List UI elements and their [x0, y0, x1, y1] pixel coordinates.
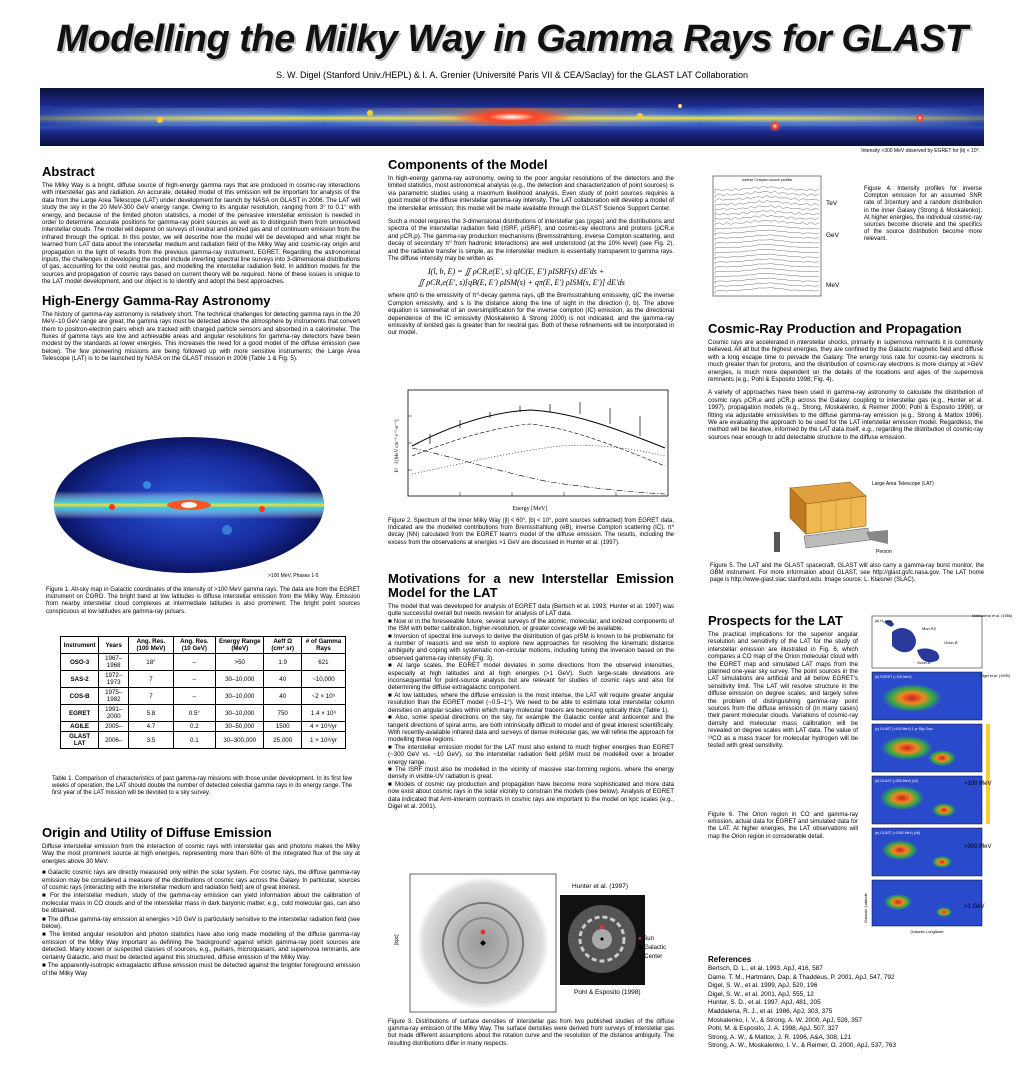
fig5-label-person: Person	[876, 549, 892, 555]
origin-bullet: ■ The diffuse gamma-ray emission at energies >10 GeV is particularly sensitive to the interstellar radiation field (see below).	[42, 915, 360, 931]
ic-profile-line	[715, 288, 819, 294]
table-cell: SAS-2	[61, 671, 99, 688]
table-header: Aeff Ω (cm² sr)	[264, 637, 301, 654]
motivations-heading: Motivations for a new Interstellar Emission Model for the LAT	[388, 571, 674, 600]
crp-heading: Cosmic-Ray Production and Propagation	[708, 321, 962, 336]
table-cell: ~2 × 10⁵	[301, 688, 345, 705]
table-cell: GLAST LAT	[61, 732, 99, 749]
components-section	[388, 158, 674, 343]
ic-profile-line	[715, 206, 819, 213]
reference-item: Pohl, M. & Esposito, J. A. 1998, ApJ, 507, 327	[708, 1025, 839, 1033]
origin-intro: Diffuse interstellar emission from the interaction of cosmic rays with interstellar gas and photons makes the Milky Way the most prominent source at high energies, representing more than 60% of the integrated flux of the sky at energies above 30 MeV.	[42, 843, 360, 865]
ic-profile-line	[715, 186, 819, 193]
fig6-ref2: Digel et al. (1999)	[980, 674, 1010, 678]
ic-profile-line	[715, 195, 819, 202]
banner-caption: Intensity >300 MeV observed by EGRET for |b| < 10°.	[861, 148, 980, 154]
fig6-label-orionb: Orion B	[944, 640, 958, 645]
origin-section	[42, 826, 360, 978]
sun-icon: ●	[638, 936, 642, 942]
bullet-icon: ■	[388, 632, 394, 640]
table1-caption: Table 1. Comparison of characteristics of past gamma-ray missions with those under development. In its first few weeks of operation, the LAT should double the number of detected celestial gamma rays in its energy range. The first year of the LAT mission will be devoted to a sky survey.	[52, 776, 352, 797]
table-header-row	[61, 637, 346, 654]
components-p2: Such a model requires the 3-dimensional distributions of interstellar gas (ρgas) and the distributions and spectra of the interstellar radiation field (ISRF, ρISRF), and cosmic-ray electrons and protons (ρCR,e and ρCR,p). The gamma-ray production mechanisms (Bremsstrahlung, inverse Compton scattering, and decay of secondary π⁰ from hadronic interactions) are well understood (at the 10% level) (see Fig. 2), and the radiative transfer is simple, as the interstellar medium is essentially transparent to gamma rays. The diffuse intensity may be written as	[388, 218, 674, 263]
table-cell: 30–50,000	[216, 722, 264, 732]
fig3a-hunter-map	[390, 870, 560, 1020]
reference-item: Hunter, S. D., et al. 1997, ApJ, 481, 205	[708, 999, 821, 1007]
origin-bullet: ■ Galactic cosmic rays are directly measured only within the solar system. For cosmic rays, the diffuse gamma-ray emission may be considered a measure of the distributions of cosmic rays across the Galaxy. In particular, sources of cosmic rays (interacting with the interstellar medium and radiation field) are of great interest.	[42, 869, 360, 892]
table-cell: 4 × 10⁶/yr	[301, 722, 345, 732]
table-cell: 25,000	[264, 732, 301, 749]
table-row	[61, 688, 346, 705]
crp-p1: Cosmic rays are accelerated in interstellar shocks, primarily in supernova remnants it is commonly believed. All all but the highest energies, they are confined by the Galactic magnetic field and diffuse with a long escape time to pervade the Galaxy. The energy loss rate for cosmic-ray electrons is much greater than for protons, and the distribution of cosmic-ray electrons is more clumpy at >GeV energies, is much more dependent on the details of the locations and ages of the supernova remnants (e.g., Pohl & Esposito 1998; Fig. 4).	[708, 339, 983, 384]
table-header: Years	[99, 637, 129, 654]
legend-sun: ● Sun	[638, 936, 654, 942]
fig4-ic-profiles	[705, 172, 825, 302]
fig2-xlabel: Energy [MeV]	[512, 506, 548, 512]
missions-table	[60, 636, 346, 749]
table-cell: 1975–1982	[99, 688, 129, 705]
motivation-bullet: ■ At low latitudes, where the diffuse emission is the most intense, the LAT will require greater angular resolution than the EGRET model (~0.5–1°). We need to be able to estimate total interstellar column densities on angular scales within which many molecular tracers are becoming optically thick (Table 1).	[388, 691, 674, 714]
crp-p2: A variety of approaches have been used in gamma-ray astronomy to calculate the distribution of cosmic rays ρCR,e and ρCR,p across the Galaxy: coupling to interstellar gas (e.g., Hunter et al. 1997), propagation models (e.g., Strong, Moskalenko, & Reimer 2000; Pohl & Esposito 1998), or fitting via adjustable emissivities to the diffuse gamma-ray emission (e.g., Strong & Mattox 1996). We are evaluating the approach to be used for the LAT interstellar emission model. Regardless, the method will be iterative, informed by the LAT data itself, e.g., regarding the distribution of cosmic-ray sources near enough to add detectable structure to the diffuse emission.	[708, 389, 983, 441]
bullet-icon: ■	[388, 743, 395, 751]
table-cell: –	[173, 671, 215, 688]
fig3-label-hunter: Hunter et al. (1997)	[572, 883, 629, 890]
crp-section	[708, 322, 983, 447]
table-cell: 1500	[264, 722, 301, 732]
motivations-section	[388, 572, 674, 810]
fig6-xlabel: Galactic Longitude	[910, 929, 944, 934]
fig6-panel-b: (b) EGRET (>100 MeV)	[875, 675, 912, 679]
table-cell: 7	[129, 688, 174, 705]
bullet-icon: ■	[388, 765, 396, 773]
fig6-label-300: >300 MeV	[964, 844, 992, 850]
left-column	[42, 165, 360, 369]
galactic-plane-banner	[40, 88, 984, 146]
fig6-orion-panels	[862, 612, 994, 936]
bullet-icon: ■	[42, 915, 48, 923]
prospects-section	[708, 614, 858, 756]
table-cell: 750	[264, 705, 301, 722]
fig2-caption: Figure 2. Spectrum of the inner Milky Way (|l| < 60°, |b| < 10°, point sources subtracted) from EGRET data. Indicated are the modelled contributions from Bremsstrahlung (eB), inverse Compton scattering (IC), π⁰ decay (NN) calculated from the EGRET team's model of the diffuse emission. The results, including the excess from the observations at energies >1 GeV are discussed in Hunter et al. (1997).	[388, 518, 674, 546]
table-cell: 2005–	[99, 722, 129, 732]
bullet-icon: ■	[42, 892, 50, 900]
fig2-ylabel: E² · I [MeV cm⁻² s⁻¹ sr⁻¹]	[395, 419, 400, 473]
motivation-bullet: ■ Also, some special directions on the sky, for example the Galactic center and anticenter and the tangent directions of spiral arms, are both intrinsically difficult to model and of great interest scientifically. With recently-available infrared data and surveys of dense molecular gas, we will refine the approach for modelling these regions.	[388, 714, 674, 744]
motivation-bullet: ■ Models of cosmic ray production and propagation have become more sophisticated and more data now exist about cosmic rays in the solar vicinity to constrain the models (see below). Analysis of EGRET data indicated that Arm-interarm contrasts in cosmic rays are important to the model on kpc scales (e.g., Digel et al. 2001).	[388, 780, 674, 810]
motivation-bullet: ■ Inversion of spectral line surveys to derive the distribution of gas ρISM is known to be problematic for a number of reasons and we wish to explore new approaches for resolving the kinematic distance ambiguity and coping with systematic non-circular motions, including tuning the inversion based on the observed gamma-ray intensity (Fig. 3).	[388, 632, 674, 662]
components-p1: In high-energy gamma-ray astronomy, owing to the poor angular resolutions of the detectors and the limited statistics, most astronomical analysis (e.g., the detection and characterization of point sources) is via parametric studies using a maximum likelihood analysis. Even study of point sources requires a good model of the diffuse interstellar gamma-ray intensity. The LAT collaboration will develop a model of the interstellar emission; this model will be made available through the GLAST Science Support Center.	[388, 175, 674, 212]
table-cell: 30–300,000	[216, 732, 264, 749]
origin-bullet: ■ The apparently-isotropic extragalactic diffuse emission must be detected against the brighter foreground emission of the Milky Way	[42, 962, 360, 977]
motivations-intro: The model that was developed for analysis of EGRET data (Bertsch et al. 1993; Hunter et al. 1997) was quite successful overall but needs revision for analysis of LAT data.	[388, 603, 674, 618]
reference-item: Digel, S. W., et al. 2001, ApJ, 555, 12	[708, 990, 814, 998]
table-cell: 4.7	[129, 722, 174, 732]
bullet-icon: ■	[388, 617, 394, 625]
table-cell: AGILE	[61, 722, 99, 732]
table-cell: 1 × 10⁸/yr	[301, 732, 345, 749]
references-heading: References	[708, 955, 752, 964]
hegra-text: The history of gamma-ray astronomy is relatively short. The technical challenges for detecting gamma rays in the 20 MeV–10 GeV range are great; the gamma rays must be detected above the atmosphere by instruments that convert them to positron-electron pairs which are tracked with charged particle sensors and absorbed in a calorimeter. The fluxes of gamma rays are low and achievable areas and angular resolutions for gamma-ray detectors have been modest by the standards at lower energies. This increases the need for a good model of the diffuse emission (see below). The few pioneering missions are being followed up with more sensitive instruments; the Large Area Telescope (LAT) is to be launched by NASA on the GLAST mission in 2006 (Table 1 & Fig. 5).	[42, 310, 360, 363]
table-header: # of Gamma Rays	[301, 637, 345, 654]
table-header: Instrument	[61, 637, 99, 654]
table-cell: OSO-3	[61, 654, 99, 671]
table-row	[61, 671, 346, 688]
bullet-icon: ■	[42, 931, 50, 939]
fig4-caption: Figure 4. Intensity profiles for inverse Compton emission for an assumed SNR rate of 3/century and a random distribution in the inner Galaxy (Strong & Moskalenko). At higher energies, the individual cosmic-ray sources become discrete and the specifics of the source distribution become more relevant.	[864, 186, 982, 243]
origin-bullet: ■ The limited angular resolution and photon statistics have also long made modelling of the diffuse gamma-ray emission of the Milky Way important as defining the 'background' against which gamma-ray point sources are detected. Many known or suspected classes of sources, e.g., pulsars, microquasars, and supernova remnants, are certainly Galactic, and must be detected against this structured, diffuse emission of the Milky Way.	[42, 931, 360, 961]
table-cell: 1.9	[264, 654, 301, 671]
table-cell: –	[173, 688, 215, 705]
reference-item: Moskalenko, I. V., & Strong, A. W. 2000, ApJ, 528, 357	[708, 1016, 862, 1024]
equation-2: ∬ ρCR,e(E′, s)[qB(E, E′) ρISM(s) + qπ(E, E′) ρISM(s, E′)] dE′ds	[418, 277, 625, 287]
fig1-label: >100 MeV, Phases 1-5	[268, 573, 319, 579]
table-row	[61, 705, 346, 722]
table-cell: 1967–1968	[99, 654, 129, 671]
poster-title: Modelling the Milky Way in Gamma Rays for GLAST	[56, 18, 968, 60]
diamond-icon: ◆	[638, 945, 643, 951]
abstract-heading: Abstract	[42, 164, 95, 179]
fig3-legend	[638, 935, 676, 962]
fig6-panel-d: (d) GLAST (>300 MeV) (x2)	[875, 779, 919, 783]
reference-item: Digel, S. W., et al. 1999, ApJ, 520, 196	[708, 982, 818, 990]
ic-profile-line	[715, 191, 819, 198]
fig1-allsky-map	[52, 435, 327, 575]
prospects-heading: Prospects for the LAT	[708, 613, 843, 628]
table-cell: 2006–	[99, 732, 129, 749]
table-cell: ~10,000	[301, 671, 345, 688]
fig6-label-100: >100 MeV	[964, 781, 992, 787]
table-row	[61, 722, 346, 732]
table-cell: 0.5°	[173, 705, 215, 722]
fig6-label-mon: Mon R2	[922, 626, 937, 631]
fig1-caption: Figure 1. All-sky map in Galactic coordinates of the Intensity of >100 MeV gamma rays. The data are from the EGRET instrument on CGRO. The bright band at low latitudes is diffuse interstellar emission from the Milky Way. Emission from nearby interstellar cloud complexes at intermediate latitudes is also prominent. The bright point sources conspicuous at low latitudes are gamma-ray pulsars.	[46, 587, 360, 615]
fig4-label-tev: TeV	[826, 200, 838, 207]
fig6-panel-a: (a) H₂ map	[875, 619, 892, 623]
table-header: Ang. Res. (10 GeV)	[173, 637, 215, 654]
fig3b-pohl-map	[560, 895, 645, 985]
fig4-plot-title: Inverse Compton source profiles	[741, 178, 793, 182]
reference-item: Dame, T. M., Hartmann, Dap, & Thaddeus, P. 2001, ApJ, 547, 792	[708, 973, 895, 981]
reference-item: Maddalena, R. J., et al. 1986, ApJ, 303, 375	[708, 1007, 833, 1015]
fig6-panel-c: (c) GLAST (>100 MeV) 1 yr Sky Surv.	[875, 727, 934, 731]
banner-image	[40, 88, 984, 146]
bullet-icon: ■	[42, 869, 49, 877]
table-cell: 30–10,000	[216, 688, 264, 705]
table-row	[61, 732, 346, 749]
table-cell: 7	[129, 671, 174, 688]
table-cell: 0.1	[173, 732, 215, 749]
fig6-ref1: Maddalena et al. (1986)	[972, 614, 1013, 618]
fig3-label-pohl: Pohl & Esposito (1998)	[574, 989, 641, 996]
fig6-label-oriona: Orion A	[917, 660, 931, 665]
hegra-heading: High-Energy Gamma-Ray Astronomy	[42, 292, 271, 308]
table-cell: –	[173, 654, 215, 671]
table-cell: 40	[264, 688, 301, 705]
table-cell: 40	[264, 671, 301, 688]
fig3-caption: Figure 3. Distributions of surface densities of interstellar gas from two published studies of the diffuse gamma-ray emission of the Milky Way. The surface densities were derived from surveys of interstellar gas but made different assumptions about the rotation curve and the resolution of the distance ambiguity. The resulting distributions differ in many respects.	[388, 1019, 674, 1047]
bullet-icon: ■	[388, 691, 395, 699]
prospects-text: The practical implications for the superior angular resolution and sensitivity of the LAT for the study of interstellar emission are illustrated in Fig. 6, which compares a CO map of the Orion molecular cloud with the EGRET map and simulated LAT maps from the planned one-year sky survey. The point sources in the LAT simulations are artificial and all below EGRET's sensitivity limit. The LAT will resolve structure in the diffuse emission on degree scales, and largely solve the problem of distinguishing gamma-ray point sources from the diffuse emission of (in many cases) their parent molecular clouds. Variations of cosmic-ray density and molecular mass calibration will be revealed on degree scales with LAT data. The value of ¹³CO as a mass tracer for molecular hydrogen will be tested with great sensitivity.	[708, 631, 858, 750]
fig2-spectrum-plot	[390, 386, 674, 514]
components-heading: Components of the Model	[388, 157, 548, 172]
fig4-label-gev: GeV	[826, 232, 840, 239]
reference-item: Strong, A. W., & Mattox, J. R. 1996, A&A, 308, L21	[708, 1033, 852, 1041]
table-cell: 30–10,000	[216, 671, 264, 688]
reference-item: Bertsch, D. L., et al. 1993, ApJ, 416, 587	[708, 965, 823, 972]
table-cell: 5.8	[129, 705, 174, 722]
reference-item: Strong, A. W., Moskalenko, I. V., & Reimer, O. 2000, ApJ, 537, 763	[708, 1042, 897, 1050]
fig5-caption: Figure 5. The LAT and the GLAST spacecraft. GLAST will also carry a gamma-ray burst monitor, the GBM instrument. For more information about GLAST, see http://glast.gsfc.nasa.gov. The LAT home page is http://www-glast.slac.stanford.edu. Image source: L. Klaisner (SLAC).	[710, 563, 984, 584]
table-cell: 1972–1973	[99, 671, 129, 688]
table-cell: 621	[301, 654, 345, 671]
fig4-label-mev: MeV	[826, 282, 840, 289]
motivation-bullet: ■ The interstellar emission model for the LAT must also extend to much higher energies than EGRET (~300 GeV vs. ~10 GeV), so the interstellar radiation field ρISM must be modelled over a broader energy range.	[388, 743, 674, 766]
table-cell: 30–10,000	[216, 705, 264, 722]
abstract-text: The Milky Way is a bright, diffuse source of high-energy gamma rays that are produced in cosmic-ray interactions with interstellar gas and radiation. An accurate, detailed model of this emission will be important for analysis of the data from the Large Area Telescope (LAT) under development for launch by NASA on GLAST in 2006. The LAT will study the sky in the 20 MeV-300 GeV energy range. Owing to its angular resolution, ranging from 3° to 0.1° with energy, and because of the limited photon statistics, a model of the pervasive interstellar emission is needed in order to determine accurate positions for gamma-ray point sources as well as to distinguish them from unresolved interstellar clouds. The model will depend on surveys of neutral and ionized gas and of continuum emission from the infrared through the optical. In this poster, we will describe how the model will be developed and what might be learned from LAT data about the interstellar medium and radiation field of the Milky Way and cosmic-ray origin and propagation in the light of results from the previous gamma-ray instrument, EGRET. Regarding the astronomical inputs, the challenges in developing the model include inverting spectral line surveys into 3-dimensional distributions of gas, accounting for the cold neutral gas, and modelling the interstellar radiation field. In addition models for the sources and propagation of cosmic rays based on current theory will be required. None of these issues is unique to the LAT model development, and our object is to identify and adopt the best approaches.	[42, 182, 360, 286]
table-header: Energy Range (MeV)	[216, 637, 264, 654]
origin-bullet: ■ For the interstellar medium, study of the gamma-ray emission can yield information about the calibration of molecular mass in CO clouds and of the interstellar mass in dark baryonic matter, e.g., cold molecular gas, can also be obtained.	[42, 892, 360, 915]
components-p3: where qπ0 is the emissivity of π⁰-decay gamma rays, qB the Bremsstrahlung emissivity, qIC the inverse Compton emissivity, and s is the distance along the line of sight in the direction (l, b). The above equation is somewhat of an oversimplification for the inverse compton (IC) emission, as the directional dependence of the IC emissivity (Moskalenko & Strong 2000) is not indicated, and the gamma-ray emissivity of ionized gas is greater than for neutral gas. Both of these refinements will be incorporated in our model.	[388, 292, 674, 337]
table-cell: EGRET	[61, 705, 99, 722]
fig6-label-1gev: >1 GeV	[964, 904, 985, 910]
fig5-spacecraft	[770, 478, 890, 560]
ic-profile-line	[715, 210, 819, 217]
bullet-icon: ■	[388, 714, 396, 722]
fig6-caption: Figure 6. The Orion region in CO and gamma-ray emission, actual data for EGRET and simulated data for the LAT. At higher energies, the LAT observations will map the Orion region in considerable detail.	[708, 812, 858, 840]
fig6-ylabel: Galactic Latitude	[863, 893, 868, 923]
authors-line: S. W. Digel (Stanford Univ./HEPL) & I. A. Grenier (Université Paris VII & CEA/Saclay) for the GLAST LAT Collaboration	[275, 70, 748, 80]
motivation-bullet: ■ At large scales, the EGRET model deviates in some directions from the observed intensities, especially at high latitudes and at high energies (>1 GeV). Such large-scale deviations are inconsequential for point-source analysis but are relevant for studies of cosmic rays and also for determining the diffuse extragalactic component.	[388, 662, 674, 692]
references-section	[708, 955, 958, 1051]
motivation-bullet: ■ Now or in the foreseeable future, several surveys of the atomic, molecular, and ionized components of the ISM with better calibration, higher-resolution, or greater coverage will be available.	[388, 617, 674, 633]
table-cell: 1.4 × 10⁶	[301, 705, 345, 722]
bullet-icon: ■	[388, 662, 397, 670]
fig5-label-lat: Large Area Telescope (LAT)	[872, 481, 934, 487]
table-cell: 18°	[129, 654, 174, 671]
fig3-axis-unit: [kpc]	[394, 934, 400, 945]
equation-1: I(l, b, E) = ∬ ρCR,e(E′, s) qIC(E, E′) ρISRF(s) dE′ds +	[428, 267, 605, 277]
origin-heading: Origin and Utility of Diffuse Emission	[42, 825, 272, 840]
table-cell: >50	[216, 654, 264, 671]
legend-galactic-center: ◆ Galactic Center	[638, 945, 666, 960]
table-cell: COS-B	[61, 688, 99, 705]
table-cell: 0.2	[173, 722, 215, 732]
motivation-bullet: ■ The ISRF must also be modelled in the vicinity of massive star-forming regions, where the energy density in visible-UV radiation is great.	[388, 765, 674, 781]
fig6-panel-e: (e) GLAST (>1000 MeV) (x8)	[875, 831, 920, 835]
table-header: Ang. Res. (100 MeV)	[129, 637, 174, 654]
table-row	[61, 654, 346, 671]
table-cell: 3.5	[129, 732, 174, 749]
bullet-icon: ■	[42, 962, 48, 970]
bullet-icon: ■	[388, 780, 395, 788]
table-cell: 1991–2000	[99, 705, 129, 722]
